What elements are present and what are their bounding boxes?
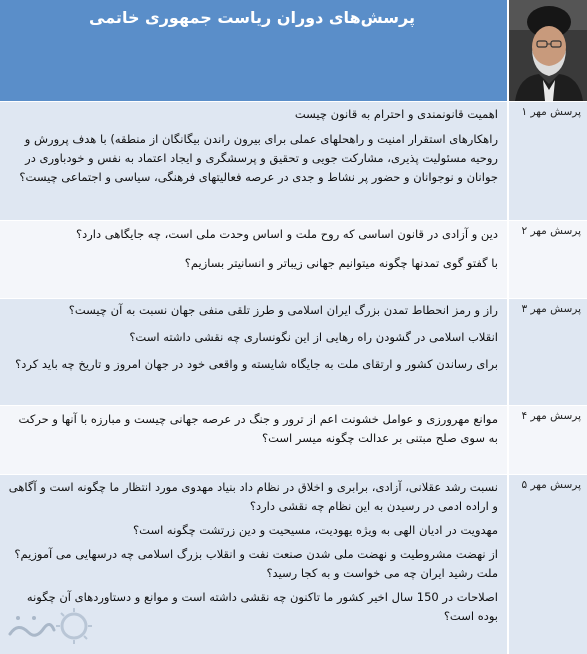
paragraph: انقلاب اسلامی در گشودن راه رهایی از این نگونساری چه نقشی داشته است؟	[129, 330, 498, 344]
portrait-image	[509, 0, 587, 101]
question-row-1	[0, 102, 587, 220]
paragraph: دین و آزادی در قانون اساسی که روح ملت و اساس وحدت ملی است، چه جایگاهی دارد؟	[76, 227, 498, 241]
paragraph: برای رساندن کشور و ارتقای ملت به جایگاه شایسته و واقعی خود در جهان امروز و تاریخ چه باید کرد؟	[15, 357, 498, 371]
paragraph: نسبت رشد عقلانی، آزادی، برابری و اخلاق در نظام داد بنیاد مهدوی مورد انتظار ما چگونه است و آگاهی و اراده ادمی در رسیدن به این نظام چه نقشی دارد؟	[8, 480, 498, 513]
table-header	[0, 0, 587, 102]
question-row-3	[0, 299, 587, 405]
paragraph: با گفتو گوی تمدنها چگونه میتوانیم جهانی زیباتر و انسانیتر بسازیم؟	[184, 256, 498, 270]
aftab-logo	[4, 604, 94, 648]
paragraph: از نهضت مشروطیت و نهضت ملی شدن صنعت نفت و انقلاب بزرگ اسلامی چه درسهایی می آموزیم؟ ملت رشید ایران چه می خواست و به کجا رسید؟	[14, 547, 498, 580]
page-title: پرسش‌های دوران ریاست جمهوری خاتمی	[89, 8, 415, 27]
paragraph: اصلاحات در 150 سال اخیر کشور ما تاکنون چه نقشی داشته است و موانع و دستاوردهای آن چگونه بوده است؟	[26, 590, 498, 623]
portrait-photo	[509, 0, 587, 101]
paragraph: راز و رمز انحطاط تمدن بزرگ ایران اسلامی و طرز تلقی منفی جهان نسبت به آن چیست؟	[68, 303, 498, 317]
row-label: پرسش مهر ۳	[521, 303, 581, 315]
row-label: پرسش مهر ۴	[521, 410, 581, 422]
row-label: پرسش مهر ۵	[521, 479, 581, 491]
paragraph: موانع مهرورزی و عوامل خشونت اعم از ترور و جنگ در عرصه جهانی چیست و مبارزه با آنها و حرکت به سوی صلح مبتنی بر عدالت چگونه میسر است؟	[18, 412, 498, 445]
row-label: پرسش مهر ۲	[521, 225, 581, 237]
row-label: پرسش مهر ۱	[521, 106, 581, 118]
question-row-4	[0, 406, 587, 474]
question-row-2	[0, 221, 587, 298]
paragraph: مهدویت در ادیان الهی به ویژه یهودیت، مسیحیت و دین زرتشت چگونه است؟	[133, 523, 498, 537]
paragraph: اهمیت قانونمندی و احترام به قانون چیست	[294, 107, 498, 121]
paragraph: راهکارهای استقرار امنیت و راهحلهای عملی برای بیرون راندن بیگانگان از منطقه) با هدف پرورش و روحیه مسئولیت پذیری، مشارکت جویی و تحقیق و پرسشگری و ایجاد اعتماد به نفس و خودباوری در جوانان و نوجوانان و حضور پر نشاط و جدی در عرصه فعالیتهای فرهنگی، سیاسی و اجتماعی چیست؟	[19, 132, 498, 184]
title-cell	[0, 0, 509, 101]
